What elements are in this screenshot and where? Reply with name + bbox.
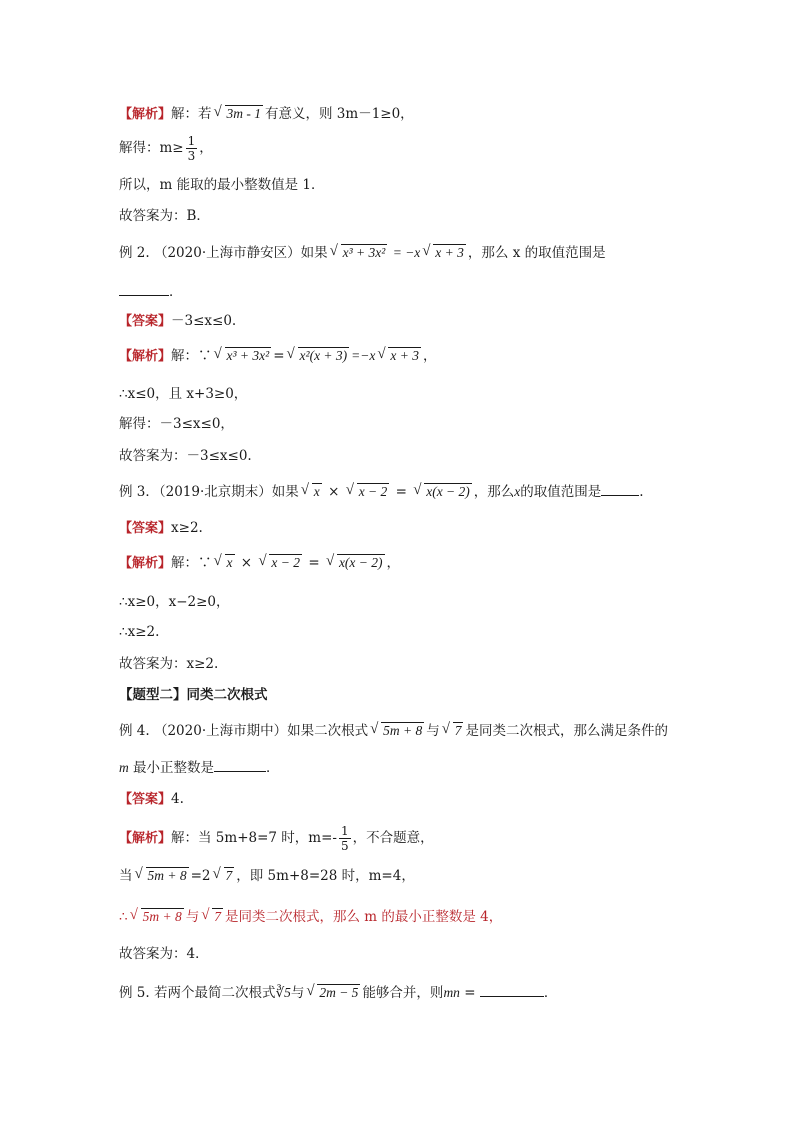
answer-line: 【答案】－3≤x≤0. bbox=[119, 313, 237, 329]
radical: √ x³ + 3x² bbox=[330, 243, 388, 263]
radical: √ 5m + 8 bbox=[130, 907, 184, 927]
radical: √ 5m + 8 bbox=[135, 866, 189, 886]
example-5-question: 例 5. 若两个最简二次根式∛5与√ 2m − 5 能够合并，则mn = ． bbox=[119, 982, 557, 1003]
solution-line-4: 故答案为：B． bbox=[119, 208, 210, 224]
solution-line: 【解析】解：∵√ x³ + 3x² =√ x²(x + 3) =−x√ x + 3 ， bbox=[119, 346, 437, 367]
solution-line: ∴x≥2. bbox=[119, 624, 160, 640]
analysis-tag: 【解析】 bbox=[119, 831, 172, 846]
radical: √ 5m + 8 bbox=[370, 721, 424, 741]
radical: √ x(x − 2) bbox=[326, 553, 385, 573]
answer-line: 【答案】x≥2. bbox=[119, 520, 203, 536]
radical: √ x + 3 bbox=[422, 243, 466, 263]
radical: √ 7 bbox=[213, 866, 235, 886]
answer-blank bbox=[214, 757, 266, 772]
example-2-question: 例 2. （2020·上海市静安区）如果√ x³ + 3x² = −x√ x + 3 ，那么 x 的取值范围是 bbox=[119, 243, 606, 263]
radical: √ x − 2 bbox=[346, 482, 390, 502]
radical: √ 3m - 1 bbox=[214, 104, 264, 124]
example-4-question: 例 4. （2020·上海市期中）如果二次根式√ 5m + 8 与√ 7 是同类二次根式，那么满足条件的 bbox=[119, 721, 668, 741]
analysis-tag: 【解析】 bbox=[119, 556, 172, 571]
radical: √ x bbox=[301, 482, 322, 502]
radical: √ x(x − 2) bbox=[413, 482, 472, 502]
answer-tag: 【答案】 bbox=[119, 792, 172, 807]
answer-blank bbox=[119, 281, 169, 296]
radical: √ 7 bbox=[442, 721, 464, 741]
radical: √ 2m − 5 bbox=[306, 983, 360, 1003]
solution-line: ∴x≥0，x−2≥0， bbox=[119, 594, 230, 610]
analysis-tag: 【解析】 bbox=[119, 107, 172, 122]
solution-line: 故答案为：4． bbox=[119, 946, 209, 962]
analysis-tag: 【解析】 bbox=[119, 349, 172, 364]
solution-line: 故答案为：－3≤x≤0. bbox=[119, 448, 252, 464]
example-3-question: 例 3．（2019·北京期末）如果√ x × √ x − 2 = √ x(x − 2) ，那么x的取值范围是 . bbox=[119, 481, 644, 502]
radical: √ x − 2 bbox=[258, 553, 302, 573]
solution-line: ∴√ 5m + 8 与√ 7 是同类二次根式，那么 m 的最小正整数是 4， bbox=[119, 907, 502, 927]
solution-line: 当√ 5m + 8 =2√ 7 ，即 5m+8=28 时，m=4， bbox=[119, 866, 415, 886]
radical: √ x bbox=[214, 553, 235, 573]
radical: √ x³ + 3x² bbox=[214, 346, 272, 366]
fraction: $\frac{1}{3}$ bbox=[187, 134, 196, 163]
example-4-question-cont: m 最小正整数是 ． bbox=[119, 757, 280, 778]
fraction: $\frac{1}{5}$ bbox=[340, 824, 349, 853]
section-heading: 【题型二】同类二次根式 bbox=[119, 687, 268, 703]
radical: √ 7 bbox=[201, 907, 223, 927]
solution-line: 【解析】解：当 5m+8=7 时，m=- $\frac{1}{5}$ ，不合题意， bbox=[119, 824, 434, 853]
solution-line-2: 解得：m≥ $\frac{1}{3}$ ， bbox=[119, 134, 213, 163]
answer-blank bbox=[480, 982, 544, 997]
solution-line: 解得：－3≤x≤0， bbox=[119, 416, 234, 432]
solution-line: ∴x≤0，且 x+3≥0， bbox=[119, 386, 248, 402]
answer-blank-line: ． bbox=[119, 281, 183, 302]
solution-line-3: 所以，m 能取的最小整数值是 1． bbox=[119, 177, 325, 193]
answer-tag: 【答案】 bbox=[119, 314, 172, 329]
answer-blank bbox=[601, 481, 639, 496]
radical: √ x + 3 bbox=[377, 346, 421, 366]
solution-line: 故答案为：x≥2. bbox=[119, 656, 219, 672]
answer-tag: 【答案】 bbox=[119, 521, 172, 536]
solution-line-1: 【解析】解：若√ 3m - 1 有意义，则 3m－1≥0， bbox=[119, 104, 414, 125]
radical: √ x²(x + 3) bbox=[287, 346, 350, 366]
answer-line: 【答案】4. bbox=[119, 791, 184, 807]
solution-line: 【解析】解：∵√ x × √ x − 2 = √ x(x − 2) ， bbox=[119, 553, 400, 574]
